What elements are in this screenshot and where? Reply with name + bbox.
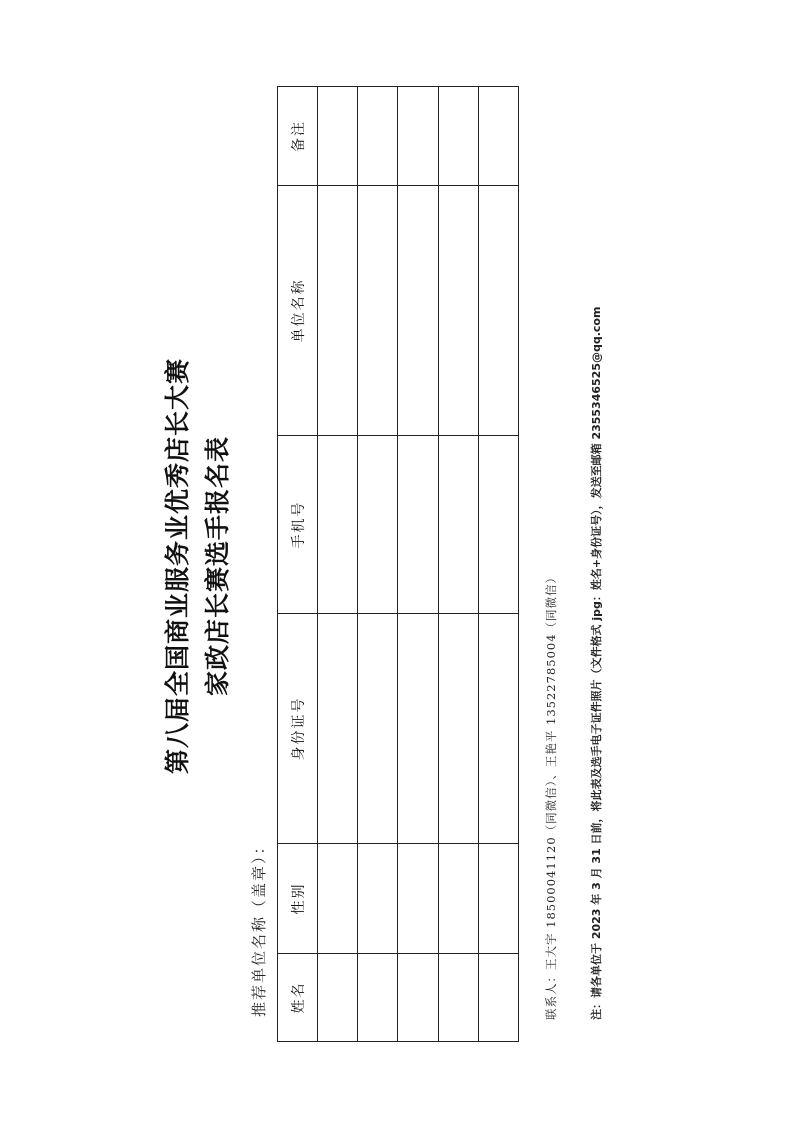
- form-title-line1: 第八届全国商业服务业优秀店长大赛: [163, 358, 192, 775]
- submission-note: 注：请各单位于 2023 年 3 月 31 日前，将此表及选手电子证件照片（文件格式 jpg：姓名+身份证号），发送至邮箱 2355346525@qq.com: [590, 306, 603, 1020]
- header-remarks: 备注: [278, 87, 318, 186]
- table-cell[interactable]: [398, 844, 438, 954]
- table-cell[interactable]: [318, 87, 358, 186]
- table-cell[interactable]: [438, 844, 478, 954]
- table-cell[interactable]: [358, 844, 398, 954]
- table-cell[interactable]: [358, 954, 398, 1042]
- table-cell[interactable]: [318, 954, 358, 1042]
- table-cell[interactable]: [478, 614, 518, 844]
- table-cell[interactable]: [398, 436, 438, 614]
- table-cell[interactable]: [478, 436, 518, 614]
- header-phone: 手机号: [278, 436, 318, 614]
- table-header-row: [278, 87, 318, 1042]
- header-id-number: 身份证号: [278, 614, 318, 844]
- table-cell[interactable]: [358, 186, 398, 436]
- table-row: [438, 87, 478, 1042]
- table-cell[interactable]: [358, 436, 398, 614]
- table-cell[interactable]: [438, 954, 478, 1042]
- table-cell[interactable]: [398, 954, 438, 1042]
- table-row: [358, 87, 398, 1042]
- header-gender: 性别: [278, 844, 318, 954]
- table-cell[interactable]: [438, 186, 478, 436]
- table-row: [318, 87, 358, 1042]
- header-name: 姓名: [278, 954, 318, 1042]
- table-cell[interactable]: [478, 844, 518, 954]
- table-cell[interactable]: [398, 614, 438, 844]
- table-cell[interactable]: [318, 614, 358, 844]
- table-row: [398, 87, 438, 1042]
- table-cell[interactable]: [398, 186, 438, 436]
- table-cell[interactable]: [438, 436, 478, 614]
- table-cell[interactable]: [478, 87, 518, 186]
- table-cell[interactable]: [438, 87, 478, 186]
- table-cell[interactable]: [438, 614, 478, 844]
- contact-info: 联系人：王大宇 18500041120（同微信）、王艳平 13522785004（同微信）: [544, 570, 558, 1020]
- recommending-unit-label: 推荐单位名称（盖章）：: [250, 837, 268, 1017]
- table-cell[interactable]: [478, 954, 518, 1042]
- table-cell[interactable]: [318, 844, 358, 954]
- table-cell[interactable]: [478, 186, 518, 436]
- table-cell[interactable]: [358, 87, 398, 186]
- form-title-line2: 家政店长赛选手报名表: [203, 436, 232, 697]
- table-cell[interactable]: [318, 436, 358, 614]
- table-row: [478, 87, 518, 1042]
- header-unit-name: 单位名称: [278, 186, 318, 436]
- registration-table: [277, 86, 519, 1042]
- table-cell[interactable]: [318, 186, 358, 436]
- table-cell[interactable]: [398, 87, 438, 186]
- table-cell[interactable]: [358, 614, 398, 844]
